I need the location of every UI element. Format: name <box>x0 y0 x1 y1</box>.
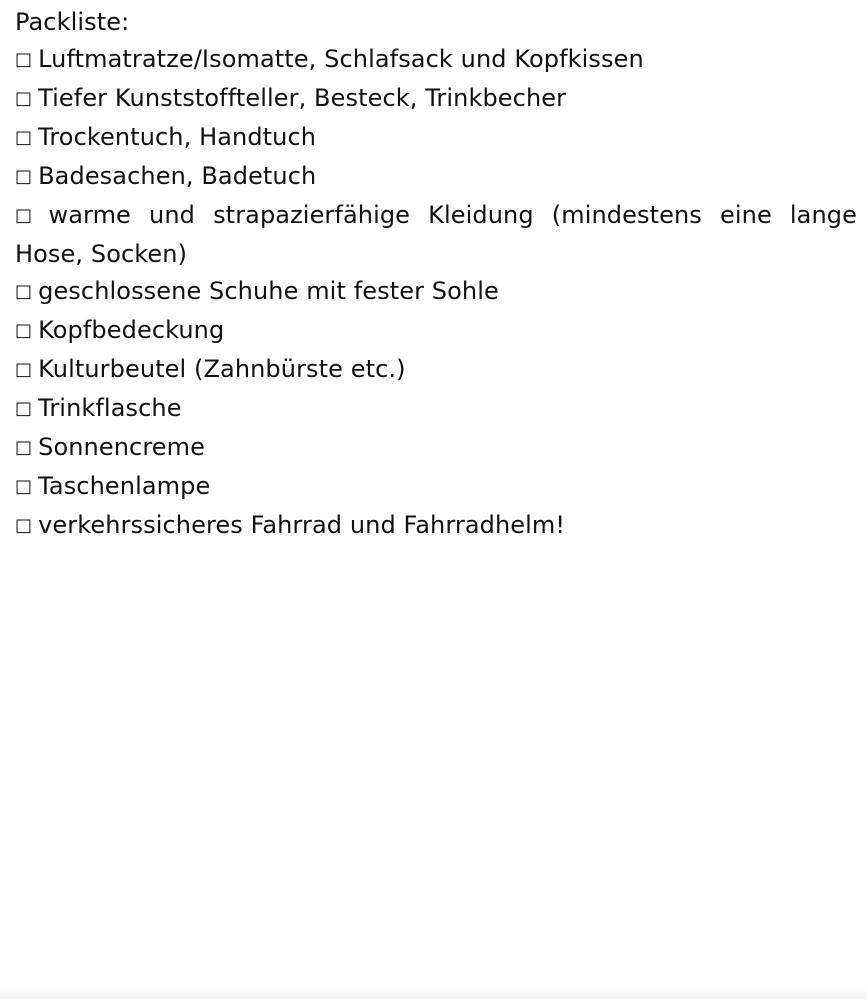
list-item-text: verkehrssicheres Fahrrad und Fahrradhelm! <box>38 511 566 539</box>
list-item-text: Sonnencreme <box>38 433 205 461</box>
list-item <box>15 507 857 546</box>
list-item <box>15 119 857 158</box>
list-item <box>15 273 857 312</box>
list-title: Packliste: <box>15 8 130 36</box>
list-item <box>15 80 857 119</box>
list-item-text: Tiefer Kunststoffteller, Besteck, Trinkbecher <box>38 84 567 112</box>
checkbox-icon: □ <box>15 127 33 148</box>
list-item-text: geschlossene Schuhe mit fester Sohle <box>38 277 499 305</box>
list-item <box>15 429 857 468</box>
list-item <box>15 390 857 429</box>
checkbox-icon: □ <box>15 476 33 497</box>
list-item <box>15 41 857 80</box>
list-item-text: Taschenlampe <box>38 472 211 500</box>
list-item <box>15 468 857 507</box>
list-item-text: Trinkflasche <box>38 394 182 422</box>
checkbox-icon: □ <box>15 166 33 187</box>
checkbox-icon: □ <box>15 437 33 458</box>
list-item-text: Badesachen, Badetuch <box>38 162 317 190</box>
page-bottom-edge <box>0 987 867 999</box>
list-item-text: Kopfbedeckung <box>38 316 225 344</box>
list-item-text: Trockentuch, Handtuch <box>38 123 317 151</box>
checkbox-icon: □ <box>15 359 33 380</box>
packing-list <box>15 4 857 546</box>
checkbox-icon: □ <box>15 398 33 419</box>
list-item <box>15 197 857 273</box>
checkbox-icon: □ <box>15 515 33 536</box>
checkbox-icon: □ <box>15 88 33 109</box>
checkbox-icon: □ <box>15 281 33 302</box>
list-item-text: warme und strapazierfähige Kleidung (mindestens eine lange Hose, Socken) <box>15 201 857 268</box>
list-item-text: Kulturbeutel (Zahnbürste etc.) <box>38 355 406 383</box>
list-item <box>15 351 857 390</box>
list-item <box>15 312 857 351</box>
checkbox-icon: □ <box>15 205 43 226</box>
checkbox-icon: □ <box>15 320 33 341</box>
checkbox-icon: □ <box>15 49 33 70</box>
list-item-text: Luftmatratze/Isomatte, Schlafsack und Kopfkissen <box>38 45 644 73</box>
list-item <box>15 158 857 197</box>
